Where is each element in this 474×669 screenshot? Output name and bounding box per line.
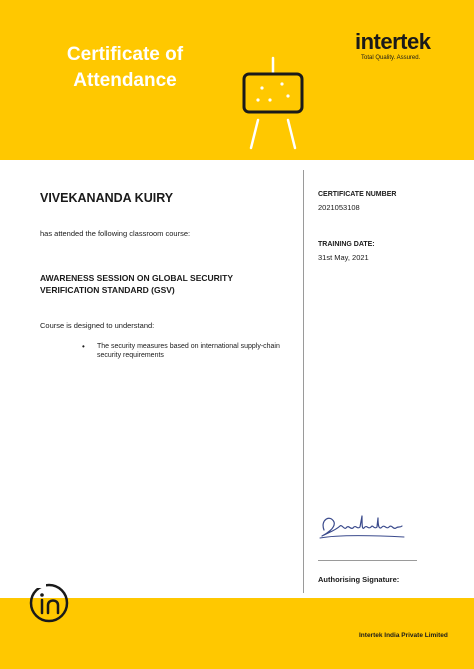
training-date: 31st May, 2021: [318, 253, 369, 262]
course-title: AWARENESS SESSION ON GLOBAL SECURITY VERIFICATION STANDARD (GSV): [40, 273, 233, 295]
intertek-logo: [355, 30, 455, 61]
bullet-icon: •: [82, 342, 85, 351]
course-outcome-text: The security measures based on international supply-chain security requirements: [97, 343, 280, 359]
training-date-label: TRAINING DATE:: [318, 241, 375, 248]
certificate-title-line-1: Certificate of: [66, 44, 184, 65]
column-divider: [303, 170, 304, 593]
authorising-signature-label: Authorising Signature:: [318, 575, 400, 584]
list-item: [82, 342, 297, 360]
handwritten-signature: [316, 508, 411, 544]
certificate-number: 2021053108: [318, 203, 360, 212]
attended-statement: has attended the following classroom course:: [40, 229, 191, 238]
intertek-in-mark-icon: [28, 582, 70, 624]
certificate-number-label: CERTIFICATE NUMBER: [318, 191, 397, 198]
course-outcomes-list: [82, 342, 297, 360]
certificate-title: [55, 42, 195, 94]
easel-presentation-icon: [238, 56, 308, 152]
footer-company-name: Intertek India Private Limited: [359, 632, 448, 639]
logo-wordmark: intertek: [355, 29, 431, 54]
course-purpose-intro: Course is designed to understand:: [40, 321, 155, 330]
participant-name: VIVEKANANDA KUIRY: [40, 191, 174, 205]
signature-line: [318, 560, 417, 561]
logo-tagline: Total Quality. Assured.: [361, 55, 421, 61]
certificate-title-line-2: Attendance: [73, 70, 177, 91]
